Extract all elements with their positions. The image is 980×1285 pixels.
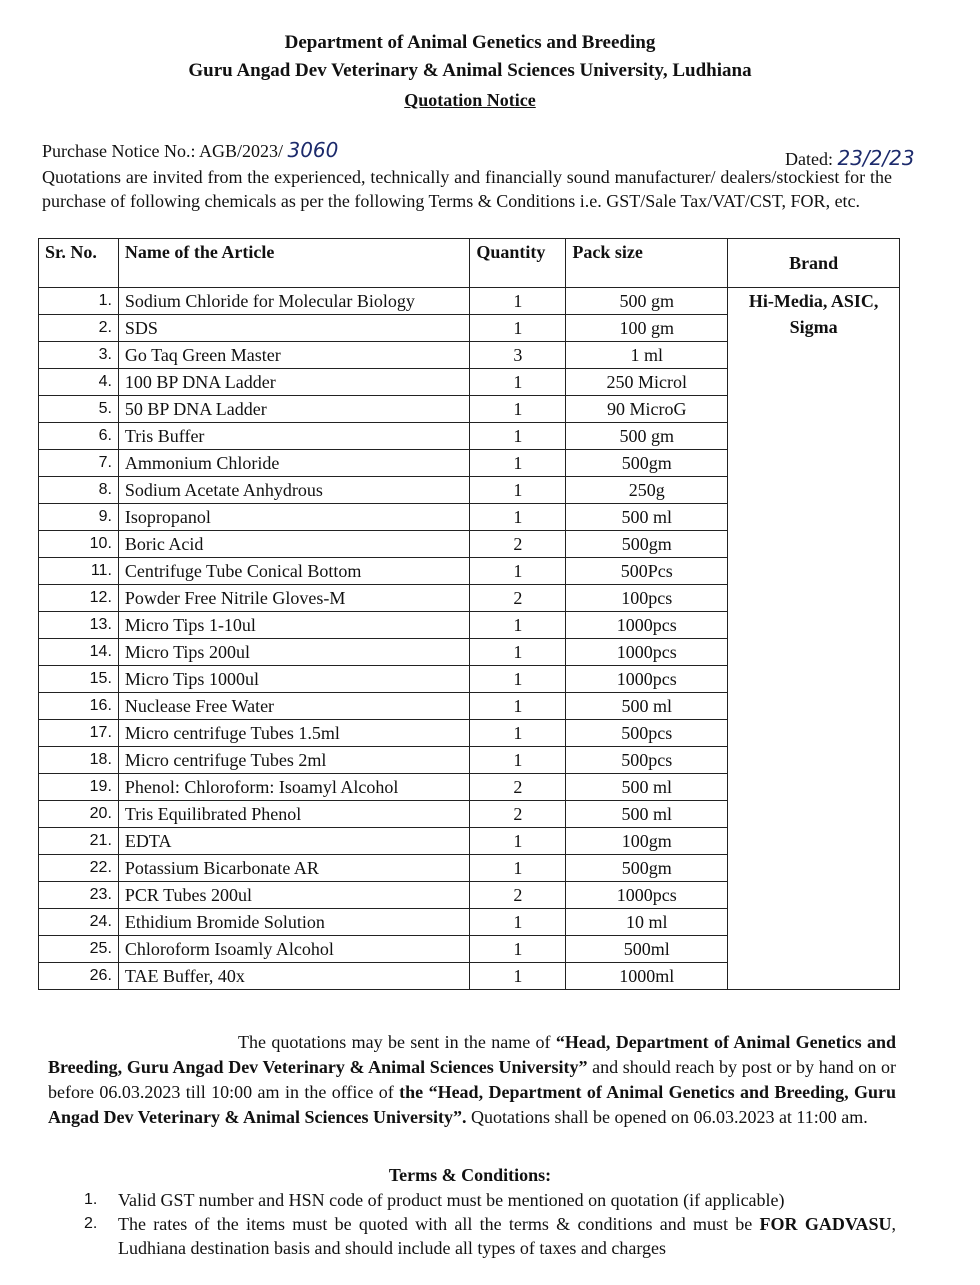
cell-quantity: 1: [470, 369, 566, 396]
cell-article-name: Tris Buffer: [118, 423, 469, 450]
cell-quantity: 2: [470, 882, 566, 909]
cell-quantity: 1: [470, 288, 566, 315]
header-quantity: Quantity: [470, 239, 566, 288]
cell-pack-size: 100gm: [566, 828, 728, 855]
cell-quantity: 1: [470, 936, 566, 963]
cell-sr-no: 17.: [39, 720, 119, 747]
cell-pack-size: 500 ml: [566, 693, 728, 720]
cell-pack-size: 500 gm: [566, 288, 728, 315]
cell-pack-size: 500 ml: [566, 504, 728, 531]
terms-list: [84, 1188, 896, 1260]
cell-article-name: Powder Free Nitrile Gloves-M: [118, 585, 469, 612]
cell-pack-size: 1000pcs: [566, 666, 728, 693]
term-item: [84, 1212, 896, 1260]
intro-paragraph: Quotations are invited from the experienced, technically and financially sound manufacturer/ dealers/stockiest for the purchase of following chemicals as per the following Terms & Conditions i.e. GST/Sale Tax/VAT/CST, FOR, etc.: [42, 167, 892, 211]
cell-pack-size: 500Pcs: [566, 558, 728, 585]
cell-quantity: 1: [470, 315, 566, 342]
cell-article-name: Chloroform Isoamly Alcohol: [118, 936, 469, 963]
cell-article-name: 50 BP DNA Ladder: [118, 396, 469, 423]
cell-sr-no: 7.: [39, 450, 119, 477]
cell-article-name: PCR Tubes 200ul: [118, 882, 469, 909]
cell-sr-no: 20.: [39, 801, 119, 828]
cell-pack-size: 250 Microl: [566, 369, 728, 396]
cell-pack-size: 500pcs: [566, 720, 728, 747]
dated-label: Dated:: [785, 149, 833, 169]
purchase-notice-number: [42, 138, 338, 162]
cell-sr-no: 21.: [39, 828, 119, 855]
cell-pack-size: 500 gm: [566, 423, 728, 450]
cell-sr-no: 5.: [39, 396, 119, 423]
cell-quantity: 1: [470, 720, 566, 747]
cell-article-name: Go Taq Green Master: [118, 342, 469, 369]
department-heading: Department of Animal Genetics and Breeding: [284, 32, 656, 53]
cell-sr-no: 24.: [39, 909, 119, 936]
cell-quantity: 1: [470, 396, 566, 423]
cell-article-name: Micro Tips 200ul: [118, 639, 469, 666]
table-header-row: [39, 239, 900, 288]
cell-pack-size: 100pcs: [566, 585, 728, 612]
cell-pack-size: 500pcs: [566, 747, 728, 774]
cell-quantity: 1: [470, 612, 566, 639]
cell-sr-no: 10.: [39, 531, 119, 558]
term-number: 1.: [84, 1191, 98, 1208]
cell-pack-size: 1000pcs: [566, 882, 728, 909]
cell-sr-no: 22.: [39, 855, 119, 882]
cell-pack-size: 1000pcs: [566, 612, 728, 639]
cell-pack-size: 500gm: [566, 531, 728, 558]
cell-sr-no: 3.: [39, 342, 119, 369]
cell-quantity: 1: [470, 450, 566, 477]
cell-sr-no: 9.: [39, 504, 119, 531]
cell-quantity: 1: [470, 639, 566, 666]
cell-quantity: 1: [470, 828, 566, 855]
table-row: [39, 288, 900, 315]
cell-article-name: TAE Buffer, 40x: [118, 963, 469, 990]
header-article-name: Name of the Article: [118, 239, 469, 288]
para-text-1: The quotations may be sent in the name of: [238, 1032, 556, 1052]
cell-quantity: 1: [470, 504, 566, 531]
cell-article-name: Nuclease Free Water: [118, 693, 469, 720]
cell-quantity: 1: [470, 423, 566, 450]
cell-sr-no: 13.: [39, 612, 119, 639]
cell-sr-no: 4.: [39, 369, 119, 396]
cell-quantity: 2: [470, 585, 566, 612]
cell-article-name: Tris Equilibrated Phenol: [118, 801, 469, 828]
cell-pack-size: 90 MicroG: [566, 396, 728, 423]
cell-pack-size: 500 ml: [566, 801, 728, 828]
cell-article-name: 100 BP DNA Ladder: [118, 369, 469, 396]
cell-article-name: Micro Tips 1-10ul: [118, 612, 469, 639]
cell-sr-no: 2.: [39, 315, 119, 342]
cell-pack-size: 500gm: [566, 855, 728, 882]
purchase-notice-label: Purchase Notice No.: AGB/2023/: [42, 141, 283, 161]
cell-article-name: Ethidium Bromide Solution: [118, 909, 469, 936]
cell-quantity: 1: [470, 558, 566, 585]
term-text-rest: , Ludhiana destination basis and should include all types of taxes and charges: [118, 1214, 897, 1258]
term-item: [84, 1188, 896, 1212]
cell-article-name: Micro centrifuge Tubes 1.5ml: [118, 720, 469, 747]
term-number: 2.: [84, 1215, 98, 1232]
term-text: [118, 1212, 896, 1260]
header-brand: Brand: [728, 239, 900, 288]
cell-sr-no: 1.: [39, 288, 119, 315]
cell-quantity: 1: [470, 855, 566, 882]
cell-article-name: Centrifuge Tube Conical Bottom: [118, 558, 469, 585]
cell-article-name: Phenol: Chloroform: Isoamyl Alcohol: [118, 774, 469, 801]
cell-pack-size: 500gm: [566, 450, 728, 477]
para-bold-2: the “Head, Department of Animal Genetics and Breeding, Guru Angad Dev Veterinary & Animal Sciences University”.: [48, 1082, 897, 1127]
cell-quantity: 1: [470, 963, 566, 990]
cell-article-name: SDS: [118, 315, 469, 342]
cell-article-name: Micro Tips 1000ul: [118, 666, 469, 693]
handwritten-notice-number: 3060: [287, 138, 339, 162]
cell-pack-size: 500 ml: [566, 774, 728, 801]
cell-quantity: 1: [470, 909, 566, 936]
cell-pack-size: 1 ml: [566, 342, 728, 369]
cell-sr-no: 6.: [39, 423, 119, 450]
term-text-part: The rates of the items must be quoted with all the terms & conditions and must be: [118, 1214, 760, 1234]
header-sr-no: Sr. No.: [39, 239, 119, 288]
cell-article-name: EDTA: [118, 828, 469, 855]
cell-pack-size: 10 ml: [566, 909, 728, 936]
submission-paragraph: [48, 1030, 896, 1130]
cell-sr-no: 14.: [39, 639, 119, 666]
articles-table: [38, 238, 900, 990]
cell-pack-size: 100 gm: [566, 315, 728, 342]
cell-pack-size: 250g: [566, 477, 728, 504]
term-text-bold: FOR GADVASU: [759, 1214, 892, 1234]
cell-article-name: Isopropanol: [118, 504, 469, 531]
cell-sr-no: 12.: [39, 585, 119, 612]
page-title: Quotation Notice: [404, 90, 536, 110]
para-text-3: Quotations shall be opened on 06.03.2023 at 11:00 am.: [466, 1107, 868, 1127]
handwritten-date: 23/2/23: [837, 146, 915, 170]
cell-sr-no: 15.: [39, 666, 119, 693]
cell-pack-size: 1000ml: [566, 963, 728, 990]
cell-article-name: Micro centrifuge Tubes 2ml: [118, 747, 469, 774]
terms-title: Terms & Conditions:: [388, 1165, 552, 1185]
cell-pack-size: 1000pcs: [566, 639, 728, 666]
cell-article-name: Sodium Chloride for Molecular Biology: [118, 288, 469, 315]
cell-quantity: 2: [470, 774, 566, 801]
cell-sr-no: 23.: [39, 882, 119, 909]
cell-sr-no: 26.: [39, 963, 119, 990]
cell-sr-no: 11.: [39, 558, 119, 585]
cell-quantity: 2: [470, 801, 566, 828]
cell-quantity: 1: [470, 477, 566, 504]
para-bold-1: “Head, Department of Animal Genetics and Breeding, Guru Angad Dev Veterinary & Animal Sciences University”: [48, 1032, 896, 1077]
term-text: Valid GST number and HSN code of product must be mentioned on quotation (if applicable): [118, 1190, 785, 1210]
cell-quantity: 3: [470, 342, 566, 369]
cell-sr-no: 18.: [39, 747, 119, 774]
cell-article-name: Boric Acid: [118, 531, 469, 558]
cell-quantity: 1: [470, 693, 566, 720]
university-heading: Guru Angad Dev Veterinary & Animal Sciences University, Ludhiana: [188, 60, 752, 81]
cell-sr-no: 16.: [39, 693, 119, 720]
header-pack-size: Pack size: [566, 239, 728, 288]
cell-quantity: 1: [470, 747, 566, 774]
cell-article-name: Potassium Bicarbonate AR: [118, 855, 469, 882]
para-text-2: and should reach by post or by hand on or before 06.03.2023 till 10:00 am in the office of: [48, 1057, 896, 1102]
cell-sr-no: 8.: [39, 477, 119, 504]
cell-quantity: 2: [470, 531, 566, 558]
cell-article-name: Ammonium Chloride: [118, 450, 469, 477]
cell-pack-size: 500ml: [566, 936, 728, 963]
cell-sr-no: 19.: [39, 774, 119, 801]
cell-brand: Hi-Media, ASIC, Sigma: [728, 288, 900, 990]
cell-article-name: Sodium Acetate Anhydrous: [118, 477, 469, 504]
cell-quantity: 1: [470, 666, 566, 693]
cell-sr-no: 25.: [39, 936, 119, 963]
